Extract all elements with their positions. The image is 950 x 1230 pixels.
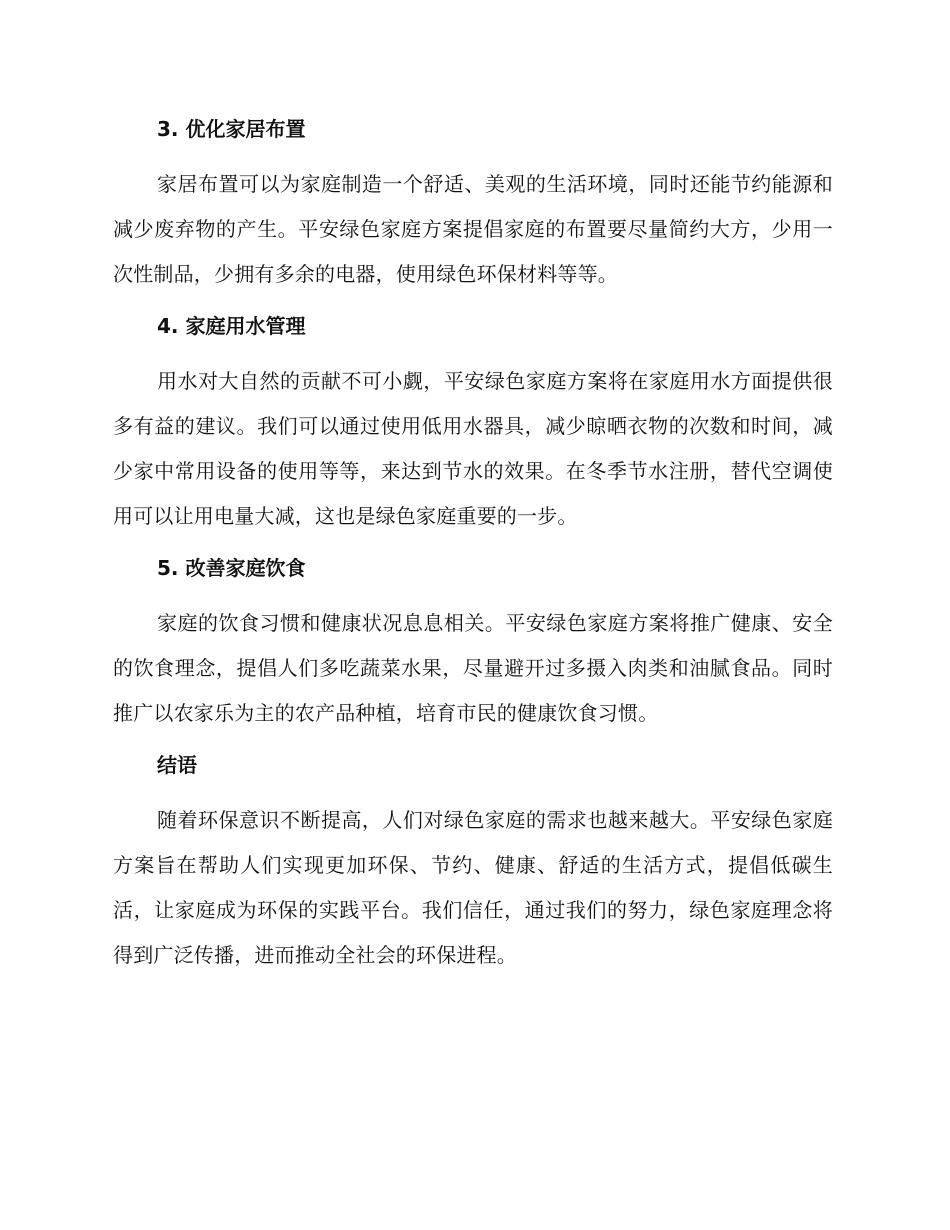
section-heading-water-management: 4. 家庭用水管理 [157,314,306,338]
section-paragraph-water-management: 用水对大自然的贡献不可小觑，平安绿色家庭方案将在家庭用水方面提供很多有益的建议。我们可以通过使用低用水器具，减少晾晒衣物的次数和时间，减少家中常用设备的使用等等，来达到节水的效果。在冬季节水注册，替代空调使用可以让用电量大减，这也是绿色家庭重要的一步。 [113,369,833,528]
document-body [113,108,833,986]
section-heading-improve-diet: 5. 改善家庭饮食 [157,556,306,580]
section-paragraph-conclusion: 随着环保意识不断提高，人们对绿色家庭的需求也越来越大。平安绿色家庭方案旨在帮助人们实现更加环保、节约、健康、舒适的生活方式，提倡低碳生活，让家庭成为环保的实践平台。我们信任，通过我们的努力，绿色家庭理念将得到广泛传播，进而推动全社会的环保进程。 [113,808,833,967]
section-heading-conclusion: 结语 [157,753,197,777]
section-paragraph-optimize-home-layout: 家居布置可以为家庭制造一个舒适、美观的生活环境，同时还能节约能源和减少废弃物的产生。平安绿色家庭方案提倡家庭的布置要尽量简约大方，少用一次性制品，少拥有多余的电器，使用绿色环保材料等等。 [113,172,833,286]
section-heading-optimize-home-layout: 3. 优化家居布置 [157,117,306,141]
section-paragraph-improve-diet: 家庭的饮食习惯和健康状况息息相关。平安绿色家庭方案将推广健康、安全的饮食理念，提倡人们多吃蔬菜水果，尽量避开过多摄入肉类和油腻食品。同时推广以农家乐为主的农产品种植，培育市民的健康饮食习惯。 [113,611,833,725]
